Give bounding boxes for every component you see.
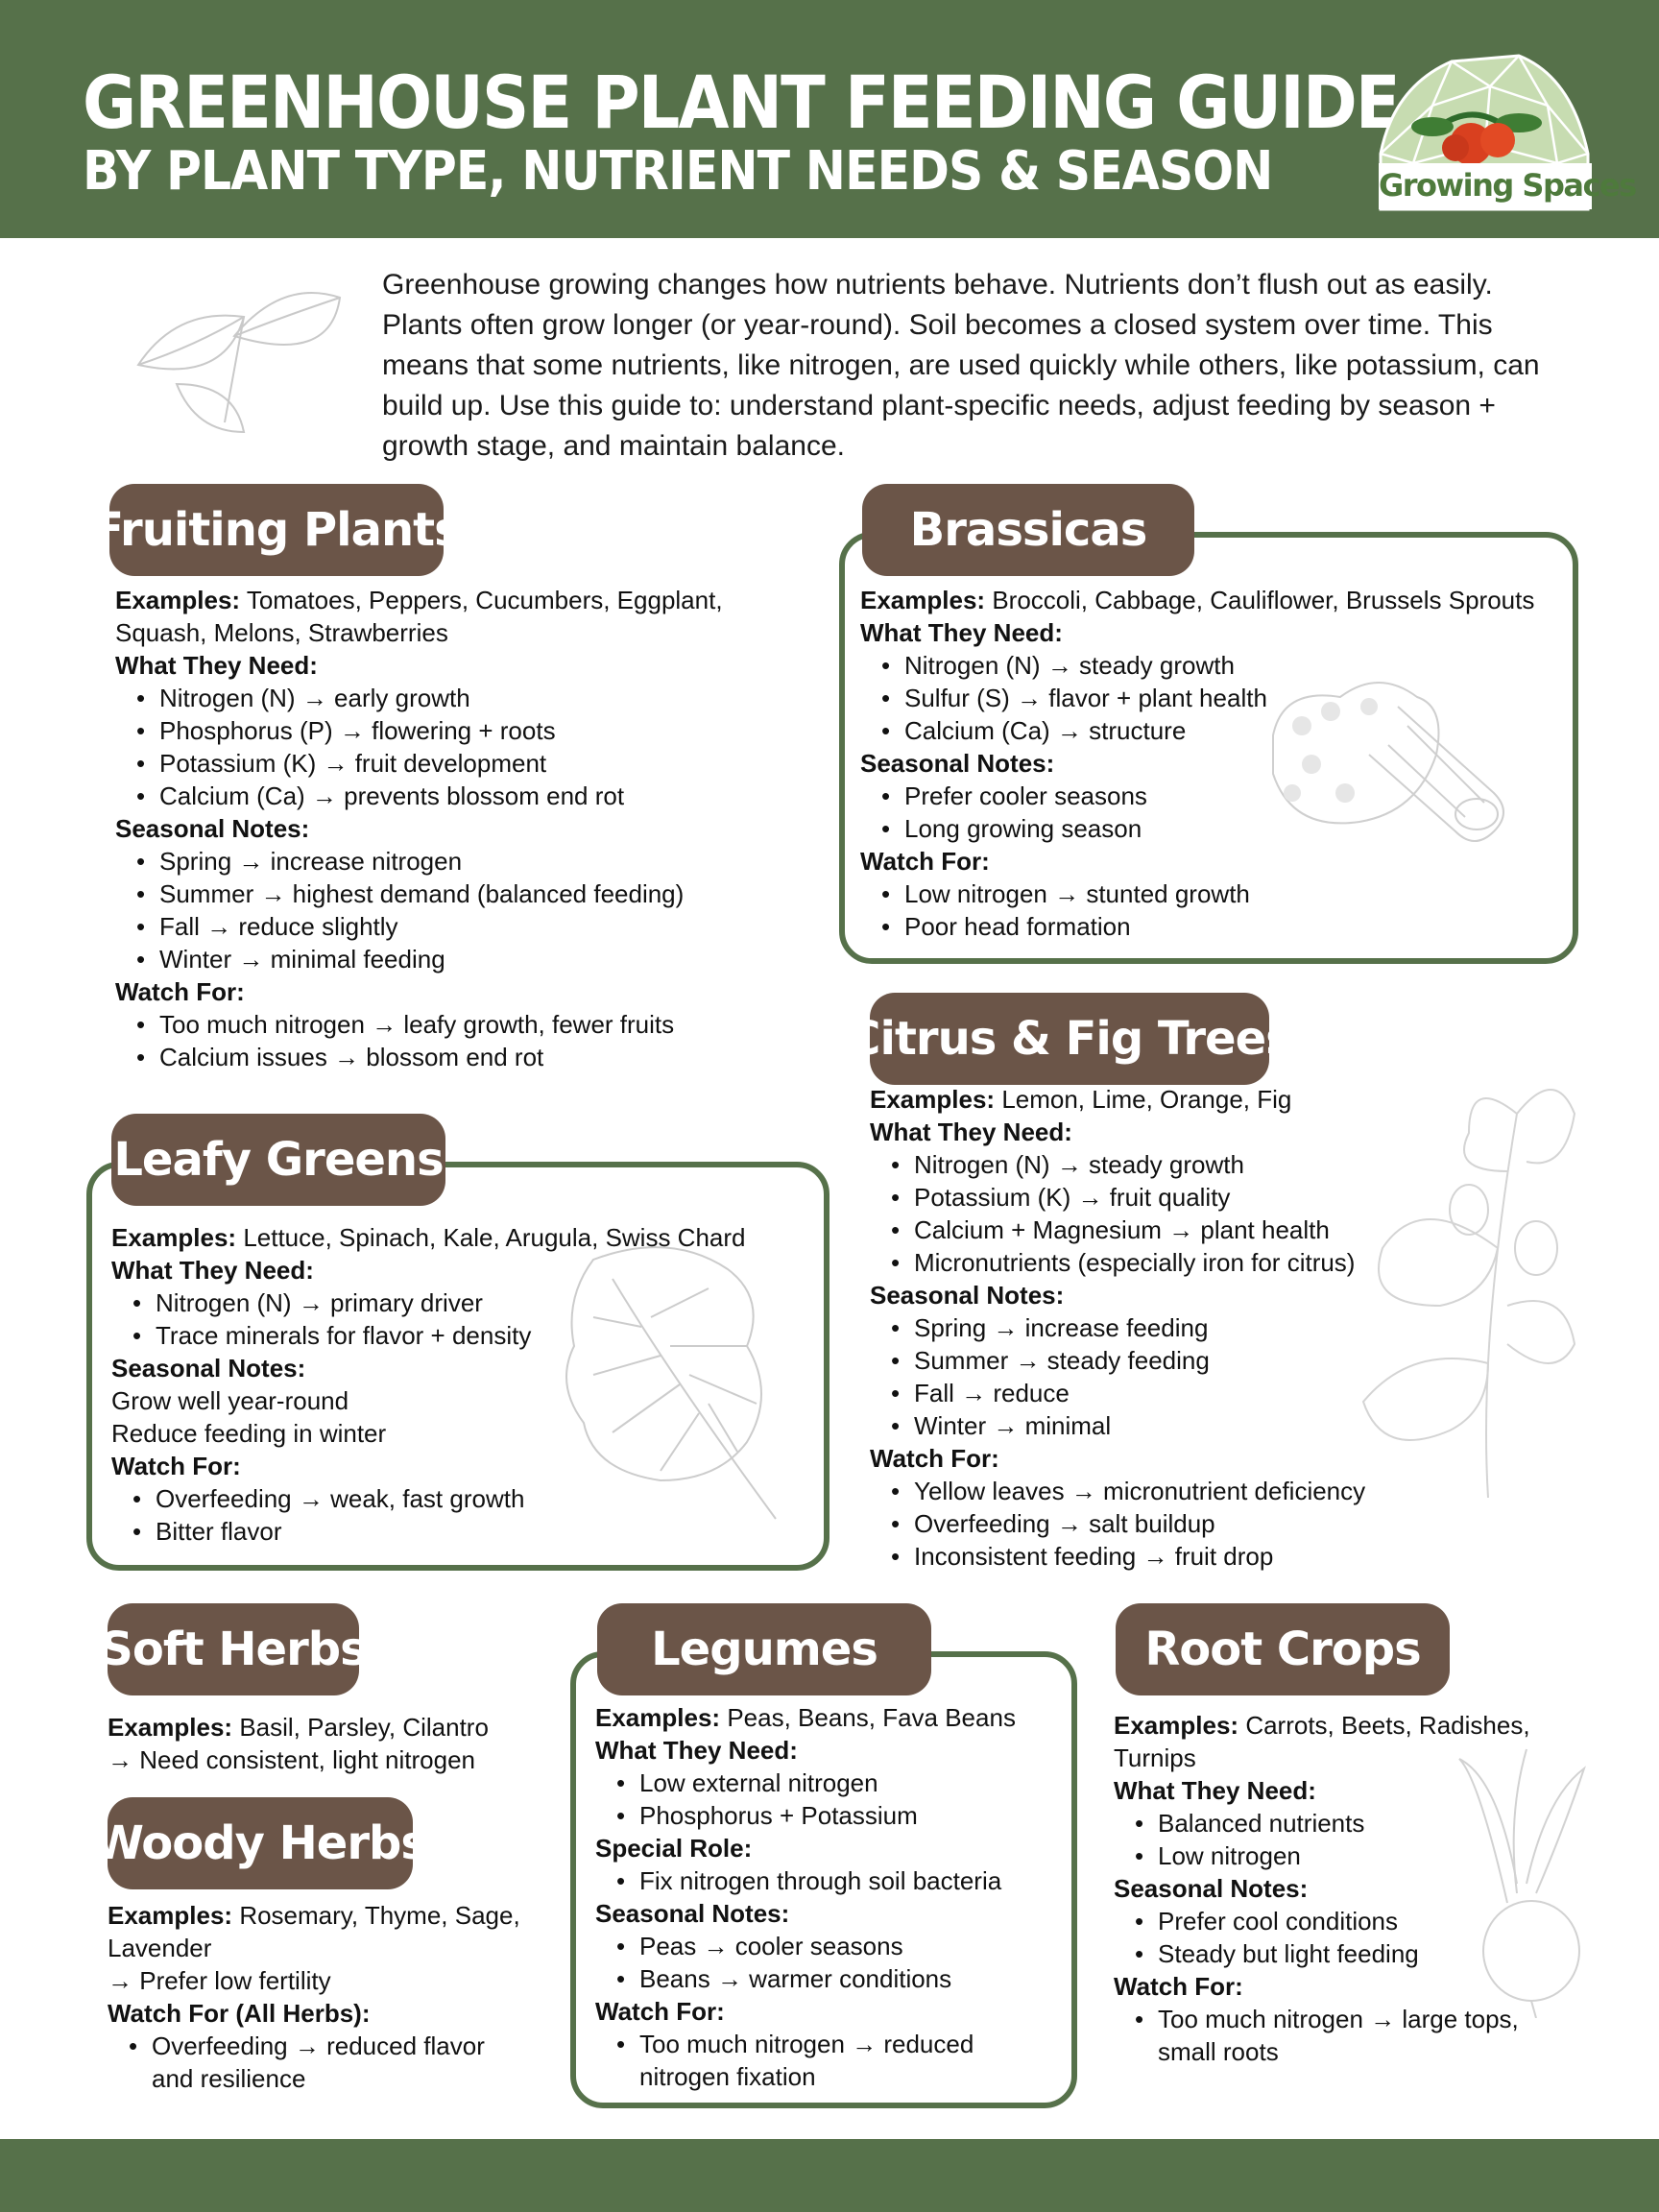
list-item: • Low nitrogen → stunted growth xyxy=(860,878,1571,910)
list-item: • Spring → increase nitrogen xyxy=(115,845,787,878)
what-they-need-label: What They Need: xyxy=(1114,1776,1316,1805)
fruiting-seasonal-list xyxy=(115,845,787,975)
list-item: • Micronutrients (especially iron for citrus) xyxy=(870,1246,1580,1279)
examples-label: Examples: xyxy=(870,1085,996,1114)
brassicas-needs-list xyxy=(860,649,1571,747)
list-item: • Prefer cool conditions xyxy=(1114,1905,1575,1937)
section-title-woody-herbs: Woody Herbs xyxy=(108,1797,413,1889)
list-item: • Sulfur (S) → flavor + plant health xyxy=(860,682,1571,714)
list-item: • Spring → increase feeding xyxy=(870,1311,1580,1344)
legumes-content xyxy=(595,1701,1056,2093)
section-title-leafy-greens: Leafy Greens xyxy=(111,1114,445,1206)
list-item: • Summer → steady feeding xyxy=(870,1344,1580,1377)
root-needs-list xyxy=(1114,1807,1575,1872)
fruiting-needs-list xyxy=(115,682,787,812)
citrus-seasonal-list xyxy=(870,1311,1580,1442)
soft-herbs-examples: Basil, Parsley, Cilantro xyxy=(239,1713,489,1742)
list-item: • Overfeeding → weak, fast growth xyxy=(111,1482,822,1515)
woody-herbs-note: → Prefer low fertility xyxy=(108,1966,331,1995)
leafy-greens-content xyxy=(111,1221,822,1548)
examples-label: Examples: xyxy=(108,1713,233,1742)
list-item: • Potassium (K) → fruit quality xyxy=(870,1181,1580,1214)
root-crops-content xyxy=(1114,1709,1575,2068)
what-they-need-label: What They Need: xyxy=(111,1256,314,1285)
list-item: • Low nitrogen xyxy=(1114,1839,1575,1872)
page-title: GREENHOUSE PLANT FEEDING GUIDE xyxy=(83,60,1399,145)
list-item: • Low external nitrogen xyxy=(595,1767,1056,1799)
examples-label: Examples: xyxy=(595,1703,721,1732)
fruiting-watch-list xyxy=(115,1008,787,1073)
section-title-brassicas: Brassicas xyxy=(862,484,1194,576)
what-they-need-label: What They Need: xyxy=(870,1118,1072,1146)
brassicas-content xyxy=(860,584,1571,943)
list-item: • Overfeeding → reduced flavor and resilience xyxy=(108,2030,511,2095)
watch-for-label: Watch For: xyxy=(115,977,245,1006)
list-item: • Too much nitrogen → large tops, small roots xyxy=(1114,2003,1536,2068)
fruiting-examples: Tomatoes, Peppers, Cucumbers, Eggplant, Squash, Melons, Strawberries xyxy=(115,586,723,647)
list-item: • Phosphorus (P) → flowering + roots xyxy=(115,714,787,747)
what-they-need-label: What They Need: xyxy=(860,618,1063,647)
list-item: • Yellow leaves → micronutrient deficiency xyxy=(870,1475,1580,1507)
leafy-needs-list xyxy=(111,1286,822,1352)
section-title-citrus-fig-trees: Citrus & Fig Trees xyxy=(870,993,1269,1085)
list-item: • Fall → reduce xyxy=(870,1377,1580,1409)
list-item: • Potassium (K) → fruit development xyxy=(115,747,787,780)
citrus-examples: Lemon, Lime, Orange, Fig xyxy=(1001,1085,1292,1114)
list-item: • Balanced nutrients xyxy=(1114,1807,1575,1839)
section-title-root-crops: Root Crops xyxy=(1116,1603,1450,1695)
list-item: • Calcium + Magnesium → plant health xyxy=(870,1214,1580,1246)
leafy-watch-list xyxy=(111,1482,822,1548)
root-examples: Carrots, Beets, Radishes, Turnips xyxy=(1114,1711,1530,1772)
list-item: • Calcium (Ca) → structure xyxy=(860,714,1571,747)
watch-for-all-herbs-label: Watch For (All Herbs): xyxy=(108,1999,371,2028)
list-item: • Calcium (Ca) → prevents blossom end rot xyxy=(115,780,787,812)
special-role-label: Special Role: xyxy=(595,1834,753,1863)
examples-label: Examples: xyxy=(860,586,986,614)
brassicas-seasonal-list xyxy=(860,780,1571,845)
citrus-watch-list xyxy=(870,1475,1580,1573)
soft-herbs-note: → Need consistent, light nitrogen xyxy=(108,1745,475,1774)
list-item: • Winter → minimal feeding xyxy=(115,943,787,975)
root-seasonal-list xyxy=(1114,1905,1575,1970)
woody-herbs-content xyxy=(108,1899,549,2095)
list-item: • Long growing season xyxy=(860,812,1571,845)
list-item: • Calcium issues → blossom end rot xyxy=(115,1041,787,1073)
seasonal-notes-label: Seasonal Notes: xyxy=(860,749,1055,778)
footer-banner xyxy=(0,2139,1659,2212)
what-they-need-label: What They Need: xyxy=(115,651,318,680)
section-title-soft-herbs: Soft Herbs xyxy=(108,1603,359,1695)
list-item: • Beans → warmer conditions xyxy=(595,1962,1056,1995)
seasonal-notes-label: Seasonal Notes: xyxy=(115,814,310,843)
what-they-need-label: What They Need: xyxy=(595,1736,798,1765)
basil-leaf-illustration-icon xyxy=(119,278,349,442)
list-item: • Poor head formation xyxy=(860,910,1571,943)
seasonal-notes-label: Seasonal Notes: xyxy=(870,1281,1065,1310)
citrus-fig-content xyxy=(870,1083,1580,1573)
section-title-legumes: Legumes xyxy=(597,1603,931,1695)
logo-wordmark: Growing Spaces xyxy=(1379,163,1592,209)
list-item: • Phosphorus + Potassium xyxy=(595,1799,1056,1832)
list-item: • Prefer cooler seasons xyxy=(860,780,1571,812)
citrus-needs-list xyxy=(870,1148,1580,1279)
leafy-examples: Lettuce, Spinach, Kale, Arugula, Swiss Chard xyxy=(243,1223,746,1252)
list-item: • Peas → cooler seasons xyxy=(595,1930,1056,1962)
seasonal-notes-label: Seasonal Notes: xyxy=(595,1899,790,1928)
list-item: • Too much nitrogen → leafy growth, fewer fruits xyxy=(115,1008,787,1041)
examples-label: Examples: xyxy=(111,1223,237,1252)
woody-herbs-watch-list xyxy=(108,2030,511,2095)
list-item: • Winter → minimal xyxy=(870,1409,1580,1442)
seasonal-notes-label: Seasonal Notes: xyxy=(1114,1874,1309,1903)
root-watch-list xyxy=(1114,2003,1536,2068)
watch-for-label: Watch For: xyxy=(860,847,990,876)
list-item: • Fix nitrogen through soil bacteria xyxy=(595,1864,1056,1897)
list-item: • Nitrogen (N) → steady growth xyxy=(870,1148,1580,1181)
section-title-fruiting-plants: Fruiting Plants xyxy=(109,484,444,576)
list-item: • Inconsistent feeding → fruit drop xyxy=(870,1540,1580,1573)
fruiting-plants-content xyxy=(115,584,787,1073)
brassicas-watch-list xyxy=(860,878,1571,943)
watch-for-label: Watch For: xyxy=(1114,1972,1243,2001)
legumes-examples: Peas, Beans, Fava Beans xyxy=(727,1703,1016,1732)
list-item: • Summer → highest demand (balanced feeding) xyxy=(115,878,787,910)
legumes-seasonal-list xyxy=(595,1930,1056,1995)
examples-label: Examples: xyxy=(108,1901,233,1930)
list-item: • Bitter flavor xyxy=(111,1515,822,1548)
list-item: • Steady but light feeding xyxy=(1114,1937,1575,1970)
list-item: • Fall → reduce slightly xyxy=(115,910,787,943)
soft-herbs-content xyxy=(108,1711,559,1776)
examples-label: Examples: xyxy=(1114,1711,1239,1740)
legumes-needs-list xyxy=(595,1767,1056,1832)
brassicas-examples: Broccoli, Cabbage, Cauliflower, Brussels Sprouts xyxy=(992,586,1535,614)
list-item: • Overfeeding → salt buildup xyxy=(870,1507,1580,1540)
watch-for-label: Watch For: xyxy=(870,1444,999,1473)
seasonal-notes-label: Seasonal Notes: xyxy=(111,1354,306,1382)
watch-for-label: Watch For: xyxy=(595,1997,725,2026)
leafy-seasonal-line: Reduce feeding in winter xyxy=(111,1419,387,1448)
list-item: • Nitrogen (N) → steady growth xyxy=(860,649,1571,682)
list-item: • Nitrogen (N) → early growth xyxy=(115,682,787,714)
legumes-watch-list xyxy=(595,2028,998,2093)
watch-for-label: Watch For: xyxy=(111,1452,241,1480)
examples-label: Examples: xyxy=(115,586,241,614)
page-subtitle: BY PLANT TYPE, NUTRIENT NEEDS & SEASON xyxy=(83,140,1273,203)
woody-herbs-examples: Rosemary, Thyme, Sage, Lavender xyxy=(108,1901,520,1962)
list-item: • Trace minerals for flavor + density xyxy=(111,1319,822,1352)
list-item: • Too much nitrogen → reduced nitrogen fixation xyxy=(595,2028,998,2093)
legumes-special-list xyxy=(595,1864,1056,1897)
list-item: • Nitrogen (N) → primary driver xyxy=(111,1286,822,1319)
intro-paragraph: Greenhouse growing changes how nutrients behave. Nutrients don’t flush out as easily. Plants often grow longer (or year-round). Soil becomes a closed system over time. This means that some nutrients, like nitrogen, are used quickly while others, like potassium, can build up. Use this guide to: understand plant-specific needs, adjust feeding by season + growth stage, and maintain balance. xyxy=(382,269,1540,462)
leafy-seasonal-line: Grow well year-round xyxy=(111,1386,349,1415)
